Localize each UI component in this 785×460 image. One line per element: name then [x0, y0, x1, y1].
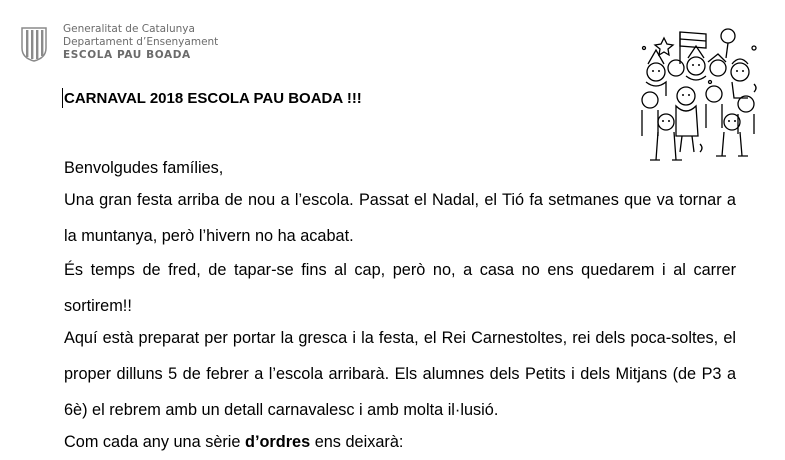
document-title: CARNAVAL 2018 ESCOLA PAU BOADA !!! [64, 90, 362, 107]
paragraph-4-bold: d’ordres [245, 433, 311, 451]
paragraph-4 [64, 424, 736, 460]
header-school-name: ESCOLA PAU BOADA [63, 49, 191, 61]
carnival-crowd-illustration [636, 24, 764, 168]
paragraph-4-end: ens deixarà: [310, 433, 404, 451]
paragraph-2: És temps de fred, de tapar-se fins al cap, però no, a casa no ens quedarem i al carrer sortirem!! [64, 261, 736, 315]
text-cursor [62, 88, 63, 108]
greeting: Benvolgudes famílies, [64, 159, 224, 177]
letterhead-text [63, 23, 218, 62]
header-line-department: Departament d’Ensenyament [63, 36, 219, 48]
paragraph-1: Una gran festa arriba de nou a l’escola. Passat el Nadal, el Tió fa setmanes que va tornar a la muntanya, però l’hivern no ha acabat. [64, 191, 736, 245]
header-line-generalitat: Generalitat de Catalunya [63, 23, 195, 35]
generalitat-emblem-icon [20, 26, 48, 62]
paragraph-4-start: Com cada any una sèrie [64, 433, 246, 451]
paragraph-3: Aquí està preparat per portar la gresca i la festa, el Rei Carnestoltes, rei dels poca-soltes, el proper dilluns 5 de febrer a l’escola arribarà. Els alumnes dels Petits i dels Mitjans (de P3 a 6è) el rebrem amb un detall carnavalesc i amb molta il·lusió. [64, 329, 736, 419]
